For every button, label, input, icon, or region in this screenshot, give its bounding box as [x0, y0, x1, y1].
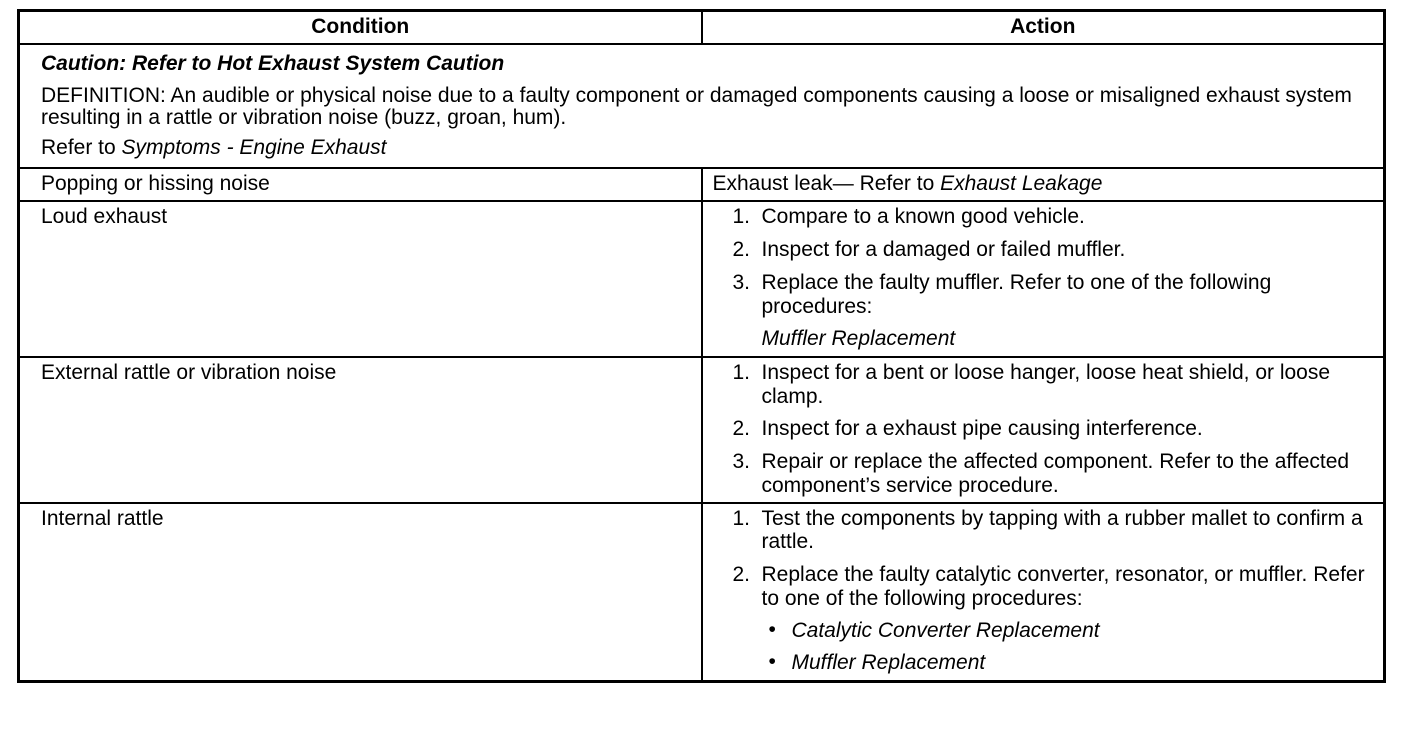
- action-cell: [702, 503, 1385, 682]
- step-text: Replace the faulty catalytic converter, resonator, or muffler. Refer to one of the following procedures:: [761, 563, 1365, 610]
- list-item: [713, 563, 1368, 676]
- bullet-icon: •: [768, 650, 776, 674]
- list-item: [713, 271, 1368, 352]
- step-list: [713, 361, 1368, 498]
- table-row: [19, 357, 1385, 503]
- refer-prefix: Refer to: [41, 135, 122, 159]
- table-row: [19, 201, 1385, 357]
- step-text: Replace the faulty muffler. Refer to one of the following procedures:: [761, 270, 1272, 318]
- diagnostic-table: [17, 9, 1386, 683]
- list-item: [762, 651, 1368, 676]
- symptoms-link[interactable]: Symptoms - Engine Exhaust: [121, 135, 387, 159]
- step-number: 3.: [732, 270, 751, 294]
- list-item: [713, 507, 1368, 554]
- muffler-replacement-link[interactable]: Muffler Replacement: [791, 651, 986, 675]
- refer-line: [41, 136, 1373, 161]
- action-cell: [702, 168, 1385, 202]
- step-text: Inspect for a exhaust pipe causing interference.: [761, 417, 1203, 441]
- procedure-bullet-list: [762, 619, 1368, 677]
- table-row: [19, 503, 1385, 682]
- condition-cell: Internal rattle: [19, 503, 702, 682]
- step-number: 3.: [732, 450, 751, 474]
- muffler-replacement-link[interactable]: Muffler Replacement: [761, 327, 956, 351]
- definition-text: DEFINITION: An audible or physical noise due to a faulty component or damaged components causing a loose or misaligned exhaust system resulting in a rattle or vibration noise (buzz, groan, hum).: [41, 83, 1352, 129]
- header-row: [19, 11, 1385, 45]
- step-number: 1.: [732, 205, 751, 229]
- step-number: 2.: [732, 238, 751, 262]
- condition-header: Condition: [19, 11, 702, 45]
- action-text: [713, 172, 1368, 197]
- exhaust-leakage-link[interactable]: Exhaust Leakage: [940, 171, 1103, 195]
- step-number: 2.: [732, 417, 751, 441]
- step-number: 2.: [732, 563, 751, 587]
- list-item: [713, 205, 1368, 229]
- step-list: [713, 205, 1368, 352]
- step-text: Test the components by tapping with a rubber mallet to confirm a rattle.: [761, 506, 1363, 554]
- step-list: [713, 507, 1368, 676]
- bullet-icon: •: [768, 617, 776, 641]
- intro-cell: [19, 44, 1385, 168]
- action-cell: [702, 201, 1385, 357]
- list-item: [762, 619, 1368, 644]
- step-text: Compare to a known good vehicle.: [761, 205, 1085, 229]
- table-row: [19, 168, 1385, 202]
- action-prefix: Exhaust leak— Refer to: [712, 171, 941, 195]
- caution-note: Caution: Refer to Hot Exhaust System Caution: [41, 52, 505, 75]
- list-item: [713, 238, 1368, 262]
- condition-cell: External rattle or vibration noise: [19, 357, 702, 503]
- condition-cell: Loud exhaust: [19, 201, 702, 357]
- step-text: Inspect for a damaged or failed muffler.: [761, 238, 1126, 262]
- step-text: Repair or replace the affected component. Refer to the affected component’s service procedure.: [761, 450, 1350, 497]
- condition-cell: Popping or hissing noise: [19, 168, 702, 202]
- action-cell: [702, 357, 1385, 503]
- list-item: [713, 361, 1368, 408]
- action-header: Action: [702, 11, 1385, 45]
- step-number: 1.: [732, 506, 751, 530]
- intro-row: [19, 44, 1385, 168]
- catalytic-converter-replacement-link[interactable]: Catalytic Converter Replacement: [791, 618, 1100, 642]
- list-item: [713, 450, 1368, 497]
- list-item: [713, 417, 1368, 441]
- step-text: Inspect for a bent or loose hanger, loose heat shield, or loose clamp.: [761, 361, 1331, 408]
- step-number: 1.: [732, 361, 751, 385]
